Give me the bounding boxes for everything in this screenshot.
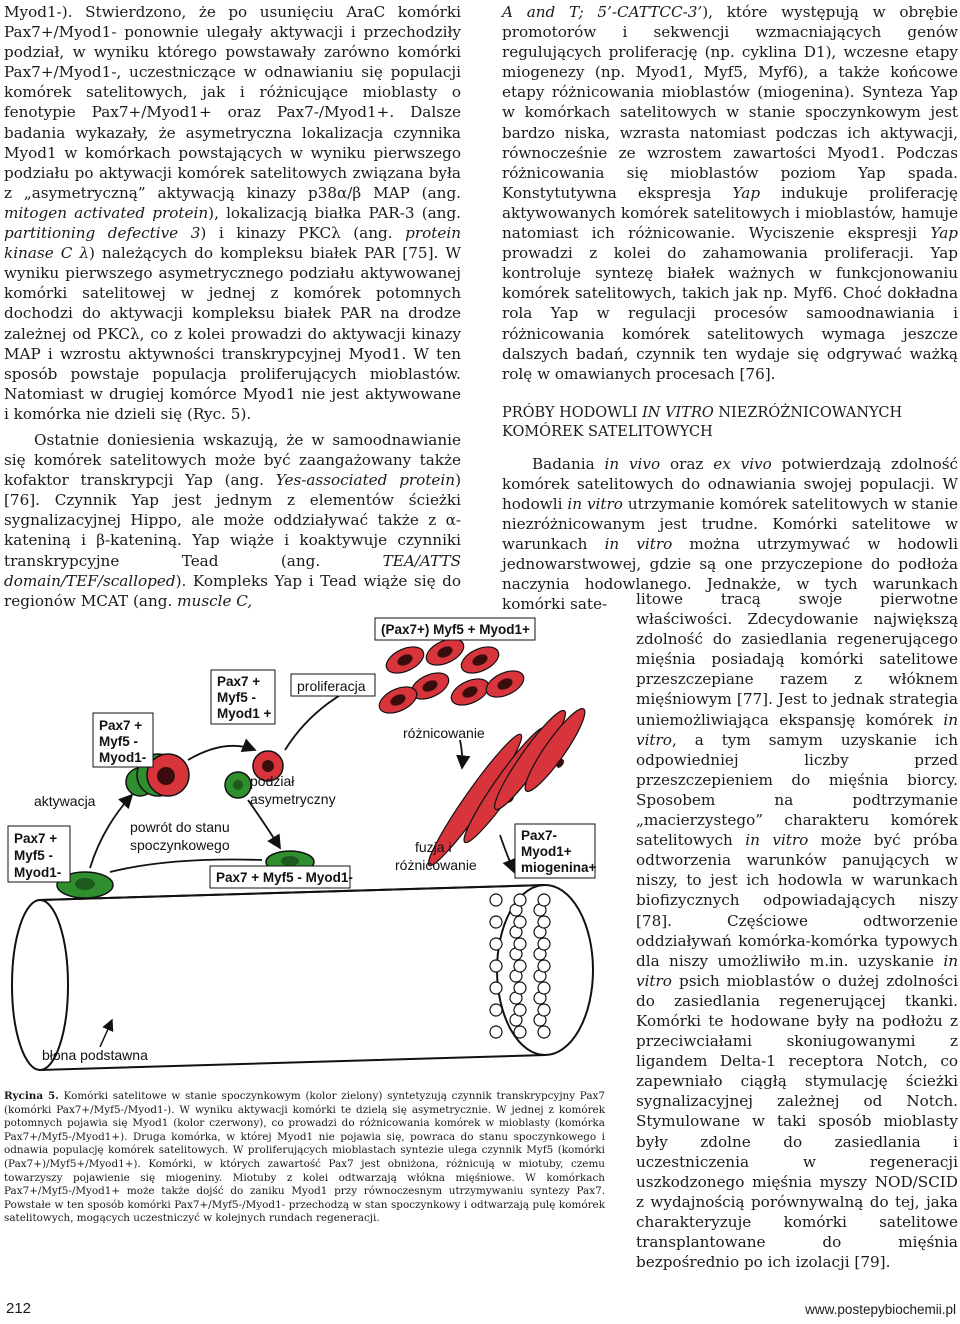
- label-membrane: błona podstawna: [42, 1047, 148, 1063]
- svg-text:Myod1+: Myod1+: [521, 844, 572, 859]
- svg-text:(Pax7+) Myf5 + Myod1+: (Pax7+) Myf5 + Myod1+: [381, 622, 530, 637]
- paragraph: Myod1-). Stwierdzono, że po usunięciu AraC komórki Pax7+/Myod1- ponownie ulegały aktywacji i przechodziły podział, w wyniku którego powstawały zarówno komórki Pax7+/Myod1-, uczestniczące w odnawianiu się populacji komórek satelitowych, jak i różnicujące mioblasty o fenotypie Pax7+/Myod1+ oraz Pax7-/Myod1+. Dalsze badania wykazały, że asymetryczna lokalizacja czynnika Myod1 w komórkach powstających w wyniku pierwszego podziału po aktywacji komórek satelitowych związana była z „asymetryczną” aktywacją kinazy p38α/β MAP (ang. mitogen activated protein), lokalizacją białka PAR-3 (ang. partitioning defective 3) i kinazy PKCλ (ang. protein kinase C λ) należących do kompleksu białek PAR [75]. W wyniku pierwszego asymetrycznego podziału aktywowanej komórki satelitowej w jednej z komórek potomnych dochodzi do aktywacji kompleksu białek PAR na drodze zależnej od PKCλ, co z kolei prowadzi do aktywacji kinazy MAP i wzrostu aktywności transkrypcyjnej Myod1. W ten sposób powstaje populacja proliferujących mioblastów. Natomiast w drugiej komórce Myod1 nie jest aktywowane i komórka nie dzieli się (Ryc. 5).: [4, 3, 462, 423]
- svg-text:Myf5 -: Myf5 -: [217, 690, 257, 705]
- label-cell3: [211, 670, 275, 724]
- label-fusion: fuzja i: [415, 839, 452, 855]
- label-prolif: [291, 674, 375, 696]
- label-activation: aktywacja: [34, 793, 96, 809]
- section-heading: PRÓBY HODOWLI IN VITRO NIEZRÓŻNICOWANYCH KOMÓREK SATELITOWYCH: [502, 404, 903, 440]
- label-top: [375, 618, 535, 640]
- right-text-column: [502, 2, 958, 615]
- label-diff: różnicowanie: [403, 725, 485, 741]
- svg-text:Pax7 +: Pax7 +: [217, 674, 261, 689]
- page-number: 212: [6, 1300, 32, 1317]
- svg-text:Pax7-: Pax7-: [521, 828, 558, 843]
- label-fusion-2: różnicowanie: [395, 857, 477, 873]
- figure-satellite-cells: [0, 600, 620, 1078]
- svg-text:Myf5 -: Myf5 -: [99, 734, 139, 749]
- label-cell2: [93, 713, 153, 767]
- figure-caption: Rycina 5. Komórki satelitowe w stanie spoczynkowym (kolor zielony) syntetyzują czynnik transkrypcyjny Pax7 (komórki Pax7+/Myf5-/Myod1-). W wyniku aktywacji komórki te dzielą się asymetrycznie. W jednej z komórek potomnych pojawia się Myod1 (kolor czerwony), co prowadzi do różnicowania komórek w mioblasty (komórka Pax7+/Myf5-/Myod1+). Druga komórka, w której Myod1 nie pojawia się, powraca do stanu spoczynkowego i odnawia populację komórek satelitowych. W proliferujących mioblastach syntezie ulega czynnik Myf5 (komórki (Pax7+)/Myf5+/Myod1+). Komórki, w których zawartość Pax7 jest obniżona, różnicują w miotuby, czemu towarzyszy pojawienie się miogeniny. Miotuby z kolei odtwarzają włókna mięśniowe. W komórkach Pax7+/Myf5-/Myod1+ może także dojść do zaniku Myod1 przy równoczesnym utrzymywaniu syntezy Pax7. Powstałe w ten sposób komórki Pax7+/Myf5-/Myod1- przechodzą w stan spoczynkowy i odtwarzają pulę komórek satelitowych, mogących uczestniczyć w kolejnych rundach regeneracji.: [4, 1090, 605, 1225]
- svg-text:Myf5 -: Myf5 -: [14, 848, 54, 863]
- paragraph: Ostatnie doniesienia wskazują, że w samoodnawianie się komórek satelitowych może być zaangażowany także kofaktor transkrypcji Yap (ang. Yes-associated protein) [76]. Czynnik Yap jest jednym z elementów ścieżki sygnalizacyjnej Hippo, ale może oddziaływać także z α-kateniną i β-kateniną. Yap wiąże i koaktywuje czynniki transkrypcyjne Tead (ang. TEA/ATTS domain/TEF/scalloped). Kompleks Yap i Tead wiąże się do regionów MCAT (ang. muscle C,: [4, 430, 461, 610]
- label-quiescent: [8, 826, 70, 882]
- svg-text:miogenina+: miogenina+: [521, 860, 597, 875]
- proliferating-myoblasts: [375, 634, 528, 719]
- paragraph: Badania in vivo oraz ex vivo potwierdzają zdolność komórek satelitowych do odnawiania swojej populacji. W hodowli in vitro utrzymanie komórek satelitowych w stanie niezróżnicowanym jest trudne. Komórki satelitowe w warunkach in vitro można utrzymywać w hodowli jednowarstwowej, gdzie są one przyczepione do podłoża naczynia hodowlanego. Jednakże, w tych warunkach komórki sate-: [502, 454, 959, 614]
- svg-text:proliferacja: proliferacja: [297, 678, 366, 694]
- label-asym-2: asymetryczny: [250, 791, 336, 807]
- muscle-fiber-cylinder: [12, 885, 593, 1070]
- svg-text:Pax7 +: Pax7 +: [99, 718, 143, 733]
- label-return-2: spoczynkowego: [130, 837, 230, 853]
- label-myogenin: [515, 824, 597, 878]
- right-lower-text-column: [636, 589, 958, 1272]
- svg-text:Myod1 +: Myod1 +: [217, 706, 272, 721]
- left-text-column: [4, 2, 461, 611]
- label-return: powrót do stanu: [130, 819, 230, 835]
- svg-text:Myod1-: Myod1-: [14, 865, 62, 880]
- journal-url: www.postepybiochemii.pl: [805, 1302, 956, 1317]
- svg-text:Myod1-: Myod1-: [99, 750, 147, 765]
- label-asym: podział: [250, 773, 295, 789]
- svg-text:Pax7 + Myf5 - Myod1-: Pax7 + Myf5 - Myod1-: [216, 870, 353, 885]
- paragraph: A and T; 5’-CATTCC-3’), które występują w obrębie promotorów i sekwencji wzmacniających genów regulujących proliferację (np. cyklina D1), wczesne etapy miogenezy (np. Myod1, Myf5, Myf6), a także końcowe etapy różnicowania mioblastów (miogenina). Synteza Yap w komórkach satelitowych w stanie spoczynkowym jest bardzo niska, wzrasta natomiast podczas ich aktywacji, równocześnie ze wzrostem zawartości Myod1. Podczas różnicowania się mioblastów poziom Yap spada. Konstytutywna ekspresja Yap indukuje proliferację aktywowanych komórek satelitowych i mioblastów, hamuje natomiast ich różnicowanie. Wyciszenie ekspresji Yap prowadzi z kolei do zahamowania proliferacji. Yap kontroluje syntezę białek ważnych w funkcjonowaniu komórek satelitowych, takich jak np. Myf6. Choć dokładna rola Yap w regulacji procesów samoodnawiania i różnicowania komórek satelitowych wymaga jeszcze dalszych badań, czynnik ten wydaje się odgrywać ważką rolę w omawianych procesach [76].: [502, 3, 959, 383]
- svg-text:Pax7 +: Pax7 +: [14, 831, 58, 846]
- label-bottom-cell: [210, 866, 353, 888]
- paragraph: litowe tracą swoje pierwotne właściwości. Zdecydowanie największą zdolność do zasiedlania regenerującego mięśnia posiadają komórki satelitowe przeszczepiane razem z włóknem mięśniowym [77]. Jest to jednak strategia uniemożliwiająca ekspansję komórek in vitro, a tym samym uzyskanie ich odpowiedniej liczby przed przeszczepieniem do mięśnia biorcy. Sposobem na podtrzymanie „macierzystego” charakteru komórek satelitowych in vitro może być próba odtworzenia warunków panujących w niszy, to jest ich hodowla w warunkach biofizycznych odpowiadających niszy [78]. Częściowe odtworzenie oddziaływań komórka-komórka typowych dla niszy umożliwiło m.in. uzyskanie in vitro psich mioblastów o dużej zdolności do zasiedlania regenerującej tkanki. Komórki te hodowane były na podłożu z przeciwciałami skoniugowanymi z ligandem Delta-1 receptora Notch, co zapewniało ciągłą stymulację ścieżki sygnalizacyjnej zależnej od Notch. Stymulowane w taki sposób mioblasty były zdolne do zasiedlania i uczestniczenia w regeneracji uszkodzonego mięśnia myszy NOD/SCID z wydajnością porównywalną do tej, jaka charakteryzuje komórki satelitowe transplantowane do mięśnia bezpośrednio po ich izolacji [79].: [636, 590, 958, 1272]
